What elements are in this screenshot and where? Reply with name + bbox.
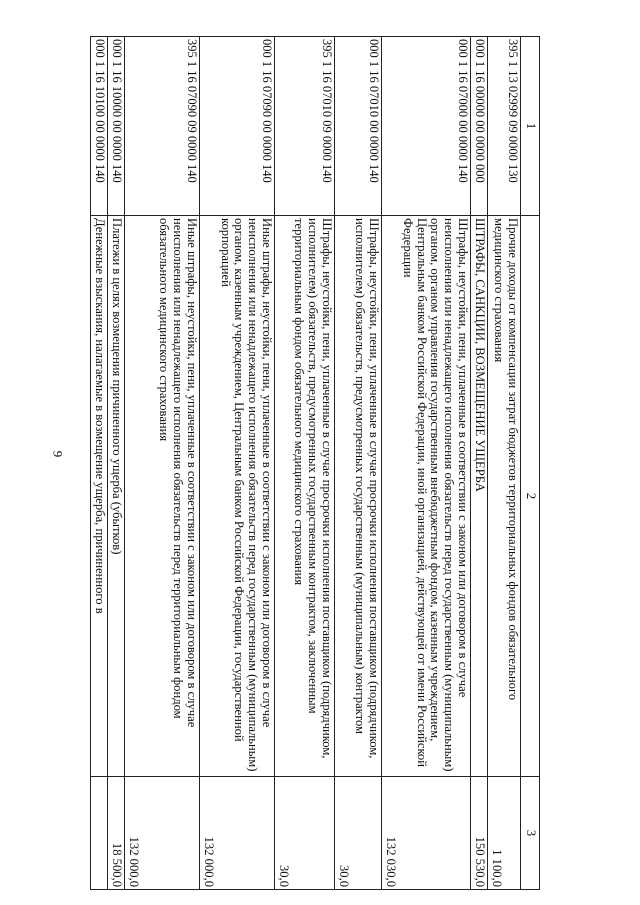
row-name: Штрафы, неустойки, пени, уплаченные в соответствии с законом или договором в случае неисполнения или ненадлежащего исполнения обязательств перед государственным (муниципальным) органом, органом управления государственным внебюджетным фондом, казенным учреждением, Центральным банком Российской Федерации, иной организацией, действующей от имени Российской Федерации <box>382 216 471 777</box>
row-amount: 132 000,0 <box>125 777 200 890</box>
row-amount: 1 100,0 <box>488 777 521 890</box>
revenue-table <box>90 36 540 890</box>
row-name: Платежи в целях возмещения причиненного ущерба (убытков) <box>108 216 125 777</box>
table-row <box>108 37 125 890</box>
row-code: 395 1 16 07090 09 0000 140 <box>125 37 200 216</box>
row-amount: 132 030,0 <box>382 777 471 890</box>
table-row <box>488 37 521 890</box>
row-code: 000 1 16 00000 00 0000 000 <box>471 37 488 216</box>
row-name: Иные штрафы, неустойки, пени, уплаченные в соответствии с законом или договором в случае неисполнения или ненадлежащего исполнения обязательств перед территориальным фондом обязательного медицинского страхования <box>125 216 200 777</box>
row-code: 000 1 16 10100 00 0000 140 <box>91 37 108 216</box>
row-name: Прочие доходы от компенсации затрат бюджетов территориальных фондов обязательного медицинского страхования <box>488 216 521 777</box>
row-amount: 30,0 <box>335 777 382 890</box>
header-col-code: 1 <box>521 37 540 216</box>
document-frame <box>93 36 540 887</box>
row-code: 000 1 16 10000 00 0000 140 <box>108 37 125 216</box>
row-name: Денежные взыскания, налагаемые в возмещение ущерба, причиненного в <box>91 216 108 777</box>
row-code: 000 1 16 07000 00 0000 140 <box>382 37 471 216</box>
table-row <box>275 37 335 890</box>
row-amount: 18 500,0 <box>108 777 125 890</box>
table-row <box>335 37 382 890</box>
table-row <box>200 37 275 890</box>
table-header-row <box>521 37 540 890</box>
row-name: Штрафы, неустойки, пени, уплаченные в случае просрочки исполнения поставщиком (подрядчиком, исполнителем) обязательств, предусмотренных государственным (муниципальным) контрактом <box>335 216 382 777</box>
table-row <box>91 37 108 890</box>
row-amount: 30,0 <box>275 777 335 890</box>
row-code: 395 1 13 02999 09 0000 130 <box>488 37 521 216</box>
row-amount <box>91 777 108 890</box>
row-name: ШТРАФЫ, САНКЦИИ, ВОЗМЕЩЕНИЕ УЩЕРБА <box>471 216 488 777</box>
row-code: 000 1 16 07090 00 0000 140 <box>200 37 275 216</box>
header-col-amount: 3 <box>521 777 540 890</box>
page-number: 9 <box>50 450 66 458</box>
table-row <box>382 37 471 890</box>
row-amount: 132 000,0 <box>200 777 275 890</box>
row-amount: 150 530,0 <box>471 777 488 890</box>
row-name: Иные штрафы, неустойки, пени, уплаченные в соответствии с законом или договором в случае неисполнения или ненадлежащего исполнения обязательств перед государственным (муниципальным) органом, казенным учреждением, Центральным банком Российской Федерации, государственной корпорацией <box>200 216 275 777</box>
row-name: Штрафы, неустойки, пени, уплаченные в случае просрочки исполнения поставщиком (подрядчиком, исполнителем) обязательств, предусмотренных государственным контрактом, заключенным территориальным фондом обязательного медицинского страхования <box>275 216 335 777</box>
table-row <box>471 37 488 890</box>
row-code: 000 1 16 07010 00 0000 140 <box>335 37 382 216</box>
rotated-table-wrapper <box>93 36 540 887</box>
header-col-name: 2 <box>521 216 540 777</box>
table-row <box>125 37 200 890</box>
row-code: 395 1 16 07010 09 0000 140 <box>275 37 335 216</box>
